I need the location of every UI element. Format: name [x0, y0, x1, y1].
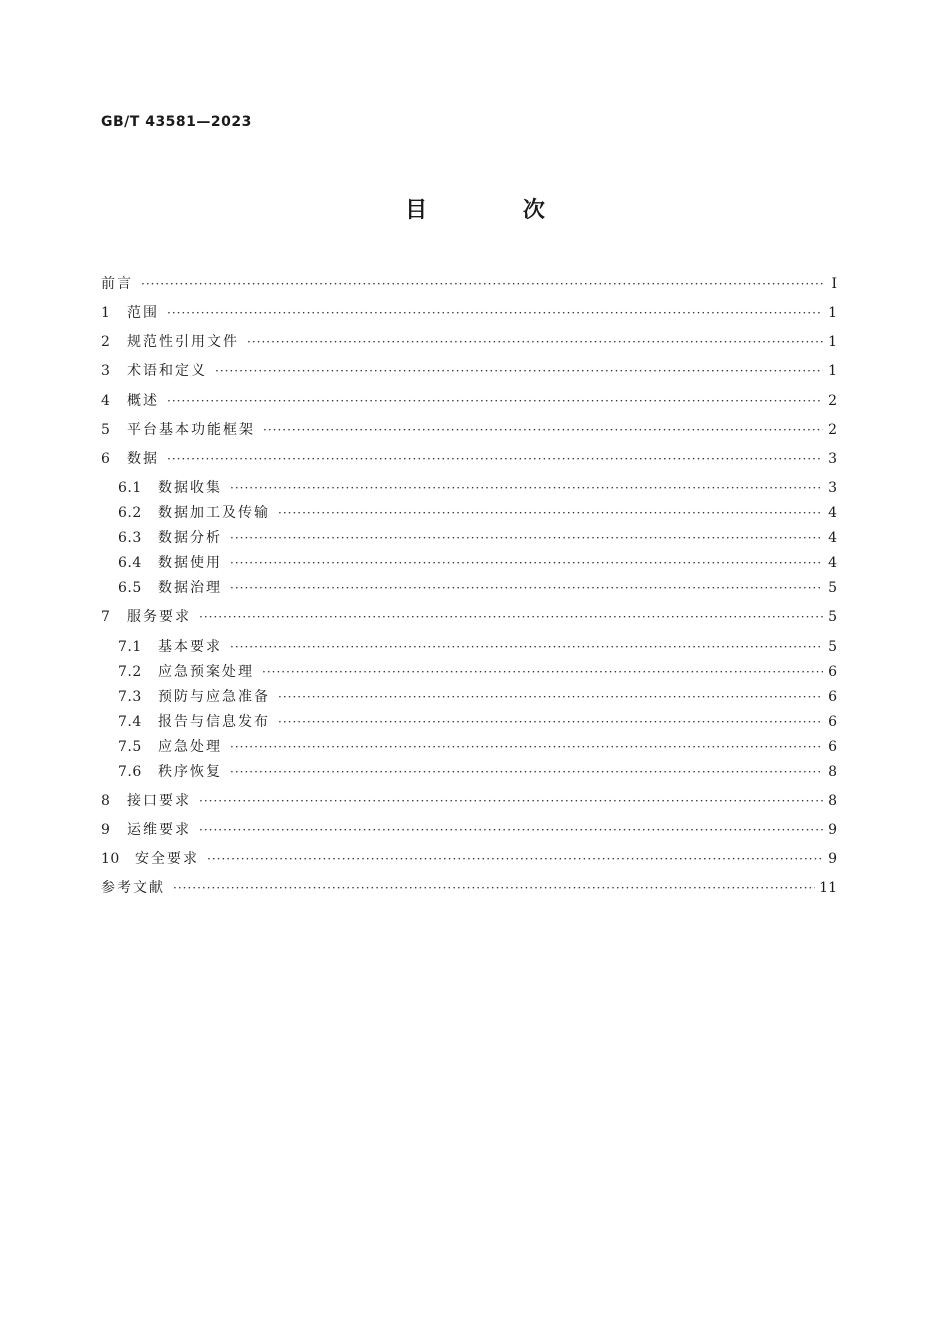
toc-entry-page: 2	[828, 393, 837, 409]
toc-entry[interactable]	[101, 607, 837, 627]
toc-entry[interactable]	[118, 662, 837, 682]
toc-entry-page: 5	[828, 609, 837, 625]
toc-entry-page: 6	[828, 664, 837, 680]
toc-entry-label: 参考文献	[101, 880, 165, 896]
toc-entry-label: 报告与信息发布	[158, 714, 270, 730]
toc-entry-page: 1	[828, 305, 837, 321]
toc-entry[interactable]	[118, 712, 837, 732]
toc-leader-dots	[141, 274, 823, 294]
toc-entry-number: 6.4	[118, 555, 142, 571]
toc-leader-dots	[173, 878, 815, 898]
page-title: 目 次	[405, 198, 589, 223]
toc-entry-label: 运维要求	[127, 822, 191, 838]
toc-entry-label: 范围	[127, 305, 159, 321]
toc-entry-label: 接口要求	[127, 793, 191, 809]
toc-entry[interactable]	[101, 303, 837, 323]
toc-entry[interactable]	[101, 820, 837, 840]
toc-leader-dots	[199, 791, 823, 811]
toc-leader-dots	[167, 303, 823, 323]
toc-entry[interactable]	[101, 361, 837, 381]
toc-leader-dots	[278, 712, 823, 732]
toc-entry-page: 3	[828, 451, 837, 467]
toc-leader-dots	[230, 637, 823, 657]
toc-entry[interactable]	[101, 849, 837, 869]
toc-entry-page: 5	[828, 580, 837, 596]
toc-entry-number: 10	[101, 851, 120, 867]
toc-leader-dots	[215, 361, 823, 381]
toc-leader-dots	[262, 662, 823, 682]
toc-entry-page: 11	[819, 880, 837, 896]
toc-entry[interactable]	[101, 449, 837, 469]
toc-entry-label: 数据	[127, 451, 159, 467]
toc-entry[interactable]	[118, 637, 837, 657]
toc-entry[interactable]	[101, 391, 837, 411]
toc-leader-dots	[230, 478, 823, 498]
toc-entry-page: 4	[828, 505, 837, 521]
toc-entry-number: 8	[101, 793, 111, 809]
toc-entry[interactable]	[101, 420, 837, 440]
toc-leader-dots	[199, 820, 823, 840]
toc-entry-page: 4	[828, 555, 837, 571]
toc-entry-page: 6	[828, 714, 837, 730]
toc-entry[interactable]	[101, 332, 837, 352]
toc-entry-page: 8	[828, 764, 837, 780]
toc-entry-page: 1	[828, 363, 837, 379]
toc-entry[interactable]	[118, 737, 837, 757]
toc-entry-page: 6	[828, 689, 837, 705]
toc-entry[interactable]	[101, 274, 837, 294]
toc-entry-label: 数据收集	[158, 480, 222, 496]
toc-entry[interactable]	[118, 578, 837, 598]
toc-entry-label: 预防与应急准备	[158, 689, 270, 705]
toc-entry-label: 术语和定义	[127, 363, 207, 379]
toc-leader-dots	[278, 503, 823, 523]
toc-entry-page: Ⅰ	[831, 276, 837, 292]
toc-entry-number: 5	[101, 422, 111, 438]
toc-entry[interactable]	[118, 478, 837, 498]
toc-entry-label: 应急处理	[158, 739, 222, 755]
toc-leader-dots	[230, 528, 823, 548]
toc-entry[interactable]	[118, 762, 837, 782]
toc-entry-number: 7.2	[118, 664, 142, 680]
toc-entry-number: 6.5	[118, 580, 142, 596]
toc-leader-dots	[207, 849, 823, 869]
toc-leader-dots	[278, 687, 823, 707]
toc-entry-number: 6.2	[118, 505, 142, 521]
toc-entry-number: 6	[101, 451, 111, 467]
toc-entry-number: 7.3	[118, 689, 142, 705]
toc-entry[interactable]	[101, 791, 837, 811]
toc-entry-number: 3	[101, 363, 111, 379]
toc-leader-dots	[199, 607, 823, 627]
toc-leader-dots	[263, 420, 823, 440]
toc-leader-dots	[230, 737, 823, 757]
toc-leader-dots	[167, 449, 823, 469]
toc-entry[interactable]	[118, 687, 837, 707]
toc-leader-dots	[247, 332, 823, 352]
standard-number: GB/T 43581—2023	[101, 114, 252, 130]
toc-entry-page: 9	[828, 851, 837, 867]
toc-entry-page: 6	[828, 739, 837, 755]
toc-entry-number: 6.1	[118, 480, 142, 496]
toc-entry[interactable]	[101, 878, 837, 898]
toc-entry-number: 7.1	[118, 639, 142, 655]
toc-entry-page: 4	[828, 530, 837, 546]
toc-entry-label: 服务要求	[127, 609, 191, 625]
toc-entry-label: 数据使用	[158, 555, 222, 571]
toc-entry-number: 6.3	[118, 530, 142, 546]
toc-entry-number: 7.6	[118, 764, 142, 780]
toc-entry-number: 9	[101, 822, 111, 838]
toc-leader-dots	[230, 578, 823, 598]
toc-entry[interactable]	[118, 553, 837, 573]
toc-entry[interactable]	[118, 528, 837, 548]
toc-entry-number: 7	[101, 609, 111, 625]
toc-entry-number: 7.4	[118, 714, 142, 730]
toc-entry-number: 2	[101, 334, 111, 350]
toc-entry-label: 安全要求	[135, 851, 199, 867]
toc-entry-label: 数据治理	[158, 580, 222, 596]
toc-entry-page: 5	[828, 639, 837, 655]
toc-entry-page: 1	[828, 334, 837, 350]
toc-leader-dots	[230, 762, 823, 782]
toc-entry-page: 8	[828, 793, 837, 809]
toc-entry-page: 3	[828, 480, 837, 496]
toc-entry-number: 4	[101, 393, 111, 409]
toc-leader-dots	[230, 553, 823, 573]
toc-entry-label: 概述	[127, 393, 159, 409]
toc-entry-label: 平台基本功能框架	[127, 422, 255, 438]
toc-entry-label: 前言	[101, 276, 133, 292]
toc-entry-label: 数据分析	[158, 530, 222, 546]
toc-entry-label: 秩序恢复	[158, 764, 222, 780]
toc-entry-label: 应急预案处理	[158, 664, 254, 680]
toc-entry-page: 2	[828, 422, 837, 438]
toc-entry-number: 1	[101, 305, 111, 321]
toc-entry-label: 数据加工及传输	[158, 505, 270, 521]
toc-leader-dots	[167, 391, 823, 411]
toc-entry-page: 9	[828, 822, 837, 838]
toc-entry-label: 规范性引用文件	[127, 334, 239, 350]
toc-entry-number: 7.5	[118, 739, 142, 755]
toc-entry-label: 基本要求	[158, 639, 222, 655]
toc-entry[interactable]	[118, 503, 837, 523]
